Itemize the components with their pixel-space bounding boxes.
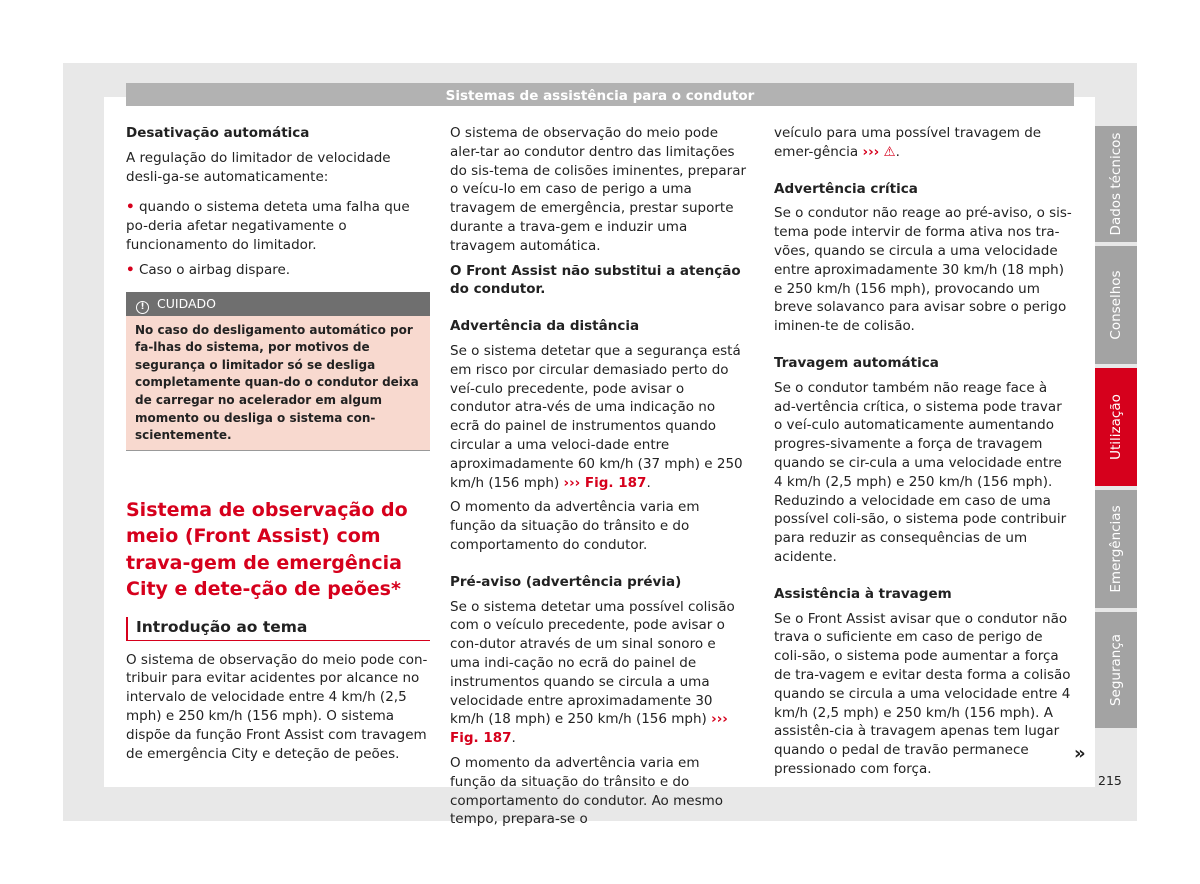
bullet-icon: • [126,261,135,278]
paragraph-distancia: Se o sistema detetar que a segurança está em risco por circular demasiado perto do veí-culo precedente, pode avisar o condutor atra-vés de uma indicação no ecrã do painel de instrumentos quando circular a uma veloci-dade entre aproximadamente 60 km/h (37 mph) e 250 km/h (156 mph) ››› Fig. 187. [450,342,743,491]
tab-label: Conselhos [1108,270,1124,340]
section-title: Sistema de observação do meio (Front Assist) com trava-gem de emergência City e dete-ção de peões* [126,498,408,601]
heading-automatica: Travagem automática [774,354,939,371]
paragraph-preaviso: Se o sistema detetar uma possível colisão com o veículo precedente, pode avisar o con-dutor através de um sinal sonoro e uma indi-cação no ecrã do painel de instrumentos quando se circula a uma velocidade entre aproximadamente 30 km/h (18 mph) e 250 km/h (156 mph) ››› Fig. 187. [450,598,735,747]
paragraph-assistencia: Se o Front Assist avisar que o condutor não trava o suficiente em caso de perigo de coli-são, o sistema pode aumentar a força de tra-vagem e evitar desta forma a colisão quando se circula a uma velocidade entre 4 km/h (2,5 mph) e 250 km/h (156 mph). A assistên-cia à travagem apenas tem lugar quando o pedal de travão permanece pressionado com força. [774,610,1071,777]
bullet-icon: • [126,199,135,216]
column-2 [450,124,748,835]
paragraph-intro: O sistema de observação do meio pode con-tribuir para evitar acidentes por alcance no intervalo de velocidade entre 4 km/h (2,5 mph) e 250 km/h (156 mph). O sistema dispõe da função Front Assist com travagem de emergência City e deteção de peões. [126,651,428,762]
paragraph-observacao: O sistema de observação do meio pode aler-tar ao condutor dentro das limitações do sis-tema de colisões iminentes, preparar o veícu-lo em caso de perigo a uma travagem de emergência, prestar suporte durante a trava-gem e induzir uma travagem automática. [450,125,747,254]
caution-text: No caso do desligamento automático por fa-lhas do sistema, por motivos de segurança o limitador só se desliga completamente quan-do o condutor deixa de carregar no acelerador em algum momento ou desliga o sistema con-scientemente. [135,322,419,443]
reference-arrow-icon[interactable]: ››› [862,143,880,160]
column-1 [126,124,430,769]
paragraph-distancia-text: Se o sistema detetar que a segurança está em risco por circular demasiado perto do veí-culo precedente, pode avisar o condutor atra-vés de uma indicação no ecrã do painel de instrumentos quando circular a uma veloci-dade entre aproximadamente 60 km/h (37 mph) e 250 km/h (156 mph) [450,342,743,491]
list-item-text: Caso o airbag dispare. [138,261,291,278]
caution-icon: ! [136,301,149,314]
heading-assistencia: Assistência à travagem [774,585,952,602]
caution-box [126,292,430,451]
list-item [126,198,430,254]
paragraph-continuacao-text: veículo para uma possível travagem de emer-gência [774,125,1042,160]
caution-header [126,292,430,316]
heading-desativacao: Desativação automática [126,125,310,141]
paragraph-momento-2: O momento da advertência varia em função da situação do trânsito e do comportamento do condutor. Ao mesmo tempo, prepara-se o [450,754,724,828]
figure-link-187[interactable]: ››› Fig. 187 [450,711,728,747]
paragraph-preaviso-text: Se o sistema detetar uma possível colisão com o veículo precedente, pode avisar o con-dutor através de um sinal sonoro e uma indi-cação no ecrã do painel de instrumentos quando se circula a uma velocidade entre aproximadamente 30 km/h (18 mph) e 250 km/h (156 mph) [450,598,735,728]
heading-critica: Advertência crítica [774,180,918,197]
tab-label: Emergências [1108,505,1124,593]
paragraph-momento-1: O momento da advertência varia em função da situação do trânsito e do comportamento do condutor. [450,499,700,553]
list-item-text: quando o sistema deteta uma falha que po-deria afetar negativamente o funcionamento do limitador. [126,199,410,253]
continue-icon: » [1074,743,1086,764]
tab-emergencias[interactable] [1095,490,1137,608]
warning-triangle-icon: ⚠ [883,143,896,160]
caution-title: CUIDADO [157,295,216,311]
paragraph-continuacao: veículo para uma possível travagem de emer-gência ››› ⚠. [774,125,1042,160]
heading-distancia: Advertência da distância [450,318,640,335]
paragraph-automatica: Se o condutor também não reage face à ad-vertência crítica, o sistema pode travar o veí-culo automaticamente aumentando progres-sivamente a força de travagem quando se cir-cula a uma velocidade entre 4 km/h (2,5 mph) e 250 km/h (156 mph). Reduzindo a velocidade em caso de uma possível coli-são, o sistema pode contribuir para reduzir as consequências de um acidente. [774,379,1067,565]
note-front-assist: O Front Assist não substitui a atenção do condutor. [450,262,741,298]
tab-label: Segurança [1108,633,1124,707]
tab-dados-tecnicos[interactable] [1095,126,1137,242]
column-3 [774,124,1072,785]
tab-label: Dados técnicos [1108,132,1124,236]
tab-utilizacao[interactable] [1095,368,1137,486]
tab-seguranca[interactable] [1095,612,1137,728]
chapter-banner: Sistemas de assistência para o condutor [126,83,1074,106]
list-item [126,261,430,280]
figure-link-187[interactable]: ››› Fig. 187 [563,474,647,491]
heading-preaviso: Pré-aviso (advertência prévia) [450,573,682,590]
paragraph-desativacao: A regulação do limitador de velocidade desli-ga-se automaticamente: [126,149,391,185]
paragraph-critica: Se o condutor não reage ao pré-aviso, o sis-tema pode intervir de forma ativa nos tra-vões, quando se circula a uma velocidade entre aproximadamente 30 km/h (18 mph) e 250 km/h (156 mph), provocando um breve solavanco para avisar sobre o perigo iminen-te de colisão. [774,205,1072,335]
tab-conselhos[interactable] [1095,246,1137,364]
tab-label: Utilização [1108,394,1124,460]
subsection-title: Introdução ao tema [126,617,430,641]
page-number: 215 [1098,773,1122,788]
